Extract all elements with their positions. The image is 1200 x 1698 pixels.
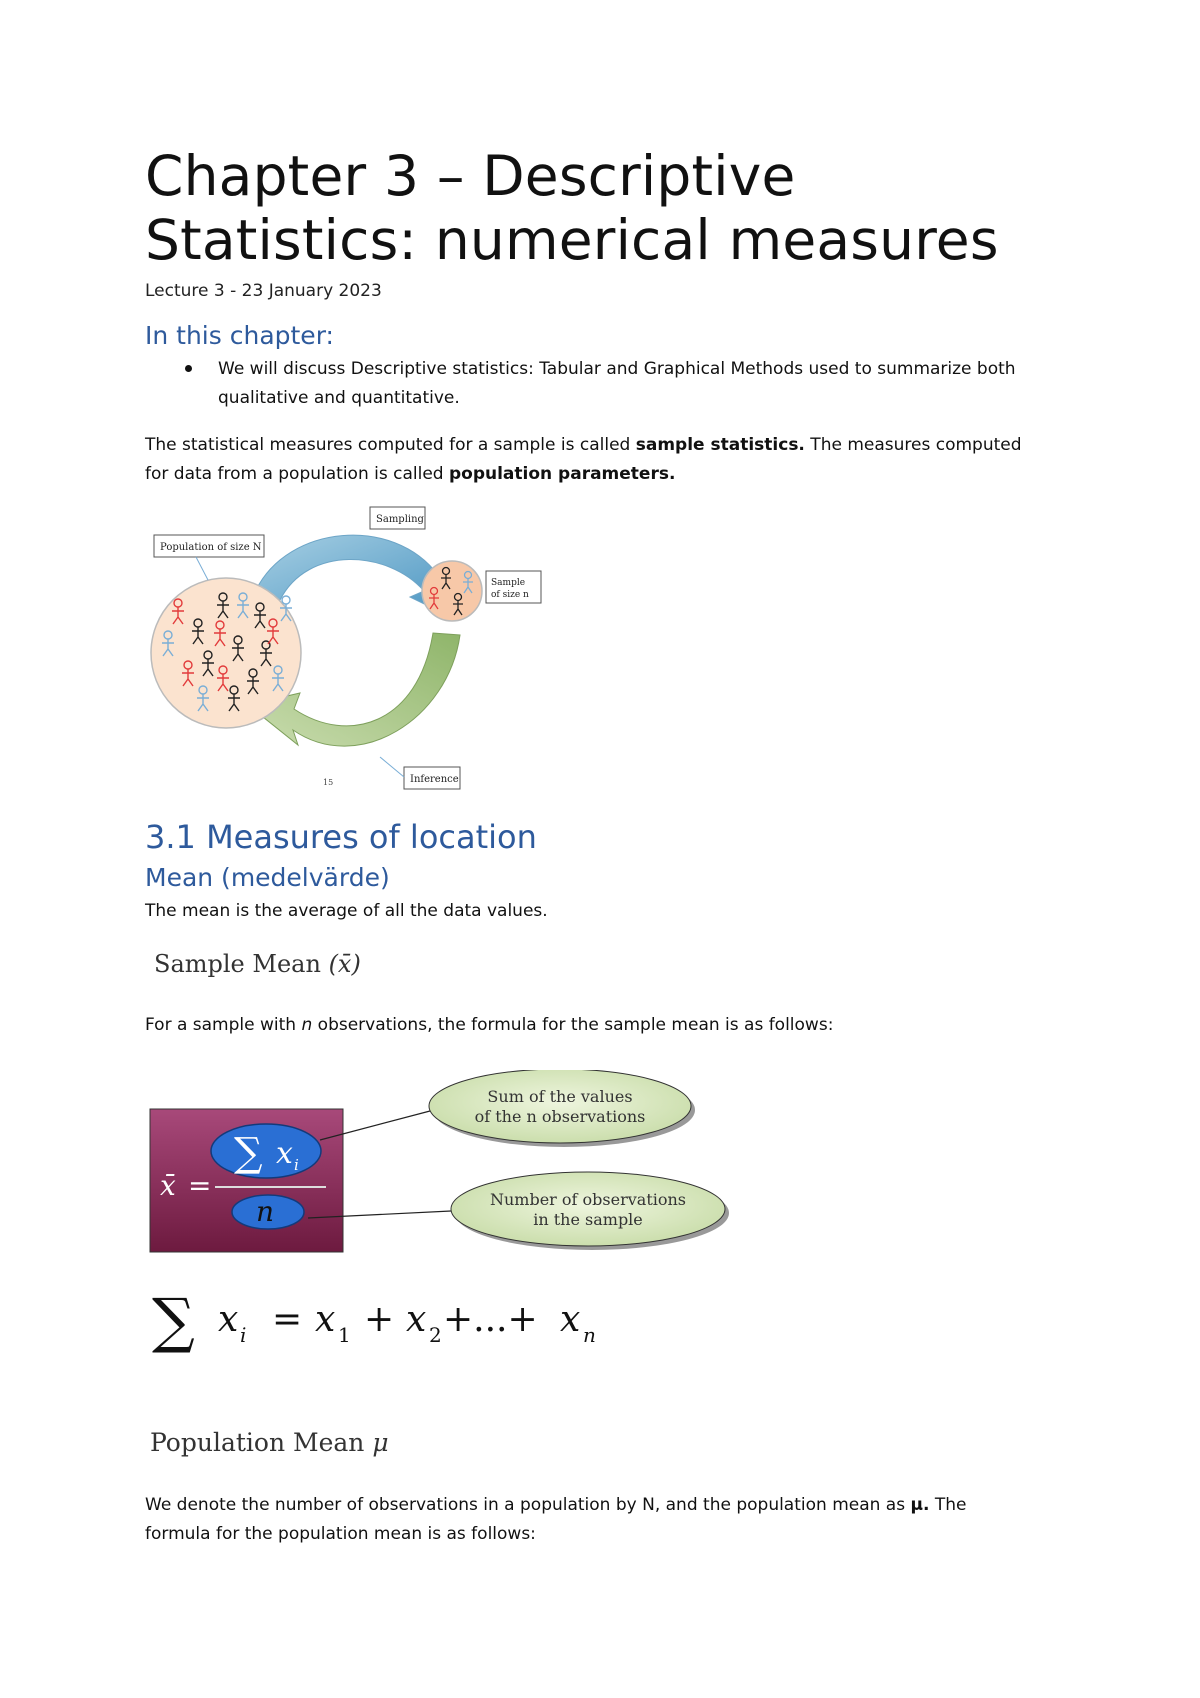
formula-equals: =: [188, 1169, 212, 1202]
sample-label-1: Sample: [491, 578, 526, 588]
pop-text2: The: [929, 1495, 967, 1515]
sum-xn: x: [560, 1299, 581, 1340]
inference-label: Inference: [410, 774, 459, 785]
para1-bold2: population parameters.: [448, 464, 676, 484]
sum-x2: x: [406, 1299, 427, 1340]
callout1-line2: of the n observations: [474, 1107, 646, 1126]
intro-n: n: [301, 1015, 313, 1035]
formula-xbar: x̄: [160, 1169, 176, 1202]
chapter-title-line2: Statistics: numerical measures: [145, 208, 999, 272]
sample-formula-intro: [145, 1011, 833, 1040]
formula-xi: x: [276, 1136, 293, 1171]
bullet-line2: qualitative and quantitative.: [218, 388, 460, 408]
sum-sub1: 1: [338, 1323, 351, 1347]
formula-xi-sub: i: [294, 1156, 299, 1174]
bullet-dot: [185, 365, 192, 372]
sum-lhs-i: i: [240, 1323, 247, 1347]
sample-mean-symbol: (x̄): [328, 950, 361, 978]
pop-text1: We denote the number of observations in a population by N, and the population mean as: [145, 1495, 911, 1515]
sample-mean-text: Sample Mean: [154, 950, 321, 978]
sampling-arrow: [256, 535, 451, 617]
sample-mean-label: [154, 950, 361, 978]
chapter-bullet: [145, 355, 1200, 413]
bullet-line1: We will discuss Descriptive statistics: Tabular and Graphical Methods used to summarize both: [218, 359, 1016, 379]
mean-heading: Mean (medelvärde): [145, 863, 390, 892]
intro-text1: For a sample with: [145, 1015, 302, 1035]
inference-pointer: [380, 757, 404, 777]
para1-text3: for data from a population is called: [145, 464, 449, 484]
pop-mu: μ.: [910, 1495, 930, 1515]
sum-subn: n: [583, 1323, 596, 1347]
pop-text3: formula for the population mean is as follows:: [145, 1524, 536, 1544]
sum-sub2: 2: [429, 1323, 442, 1347]
callout2-ellipse: [451, 1172, 725, 1246]
lecture-date: Lecture 3 - 23 January 2023: [145, 281, 382, 301]
sample-mean-formula-figure: [148, 1070, 763, 1255]
population-mean-text: Population Mean: [150, 1428, 365, 1457]
mean-description: The mean is the average of all the data values.: [145, 901, 548, 921]
population-paragraph: [145, 1491, 1145, 1549]
in-this-chapter-heading: In this chapter:: [145, 321, 334, 350]
sum-ellipse: [211, 1124, 321, 1178]
sample-label-2: of size n: [491, 590, 529, 600]
population-pointer: [196, 557, 208, 580]
sum-plus1: +: [364, 1299, 395, 1340]
population-mean-label: [150, 1428, 389, 1457]
diagram-page-number: 15: [323, 778, 334, 787]
sampling-label: Sampling: [376, 514, 424, 525]
intro-text2: observations, the formula for the sample mean is as follows:: [312, 1015, 834, 1035]
callout1-line1: Sum of the values: [487, 1087, 633, 1106]
section-3-1-heading: 3.1 Measures of location: [145, 818, 537, 856]
sum-lhs-x: x: [218, 1299, 239, 1340]
chapter-title-line1: Chapter 3 – Descriptive: [145, 144, 796, 208]
sum-equals: =: [272, 1299, 303, 1340]
sampling-inference-diagram: [148, 505, 548, 795]
statistics-paragraph: [145, 431, 1145, 489]
para1-text1: The statistical measures computed for a sample is called: [145, 435, 636, 455]
para1-bold1: sample statistics.: [635, 435, 805, 455]
population-mean-symbol: μ: [372, 1428, 389, 1457]
formula-n: n: [256, 1195, 275, 1228]
para1-text2: The measures computed: [804, 435, 1022, 455]
sum-plus-dots: +...+: [443, 1299, 538, 1340]
callout2-line2: in the sample: [533, 1210, 643, 1229]
callout2-line1: Number of observations: [489, 1190, 687, 1209]
sum-symbol: ∑: [152, 1286, 195, 1356]
population-label: Population of size N: [160, 542, 262, 553]
formula-sum-symbol: ∑: [234, 1130, 263, 1176]
sum-expansion-formula: [150, 1285, 630, 1365]
sum-x1: x: [315, 1299, 336, 1340]
